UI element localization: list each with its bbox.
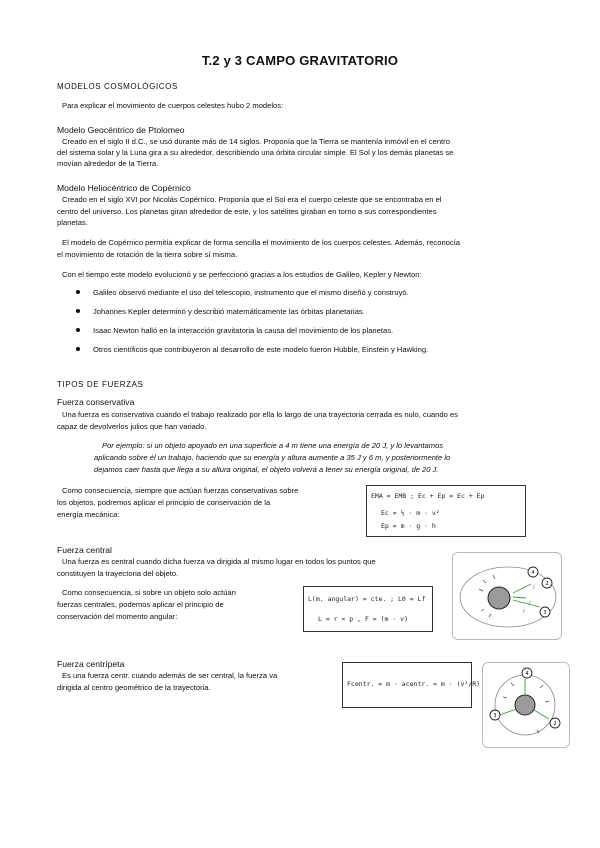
central2-line-1: Como consecuencia, si sobre un objeto solo actúan <box>62 588 236 597</box>
list-item-text: Otros científicos que contribuyeron al desarrollo de este modelo fueron Hubble, Einstein y Hawking. <box>93 345 429 354</box>
central2-line-3: conservación del momento angular: <box>57 612 178 621</box>
energy-equation-3: Ep = m · g · h <box>381 522 436 530</box>
helio-line-1: Creado en el siglo XVI por Nicolás Copérnico. Proponía que el Sol era el cuerpo celeste que se encontraba en el <box>62 195 442 204</box>
bullet-dot-icon <box>76 347 80 351</box>
copernico-line-2: el movimiento de rotación de la tierra sobre sí misma. <box>57 250 238 259</box>
list-item-text: Isaac Newton halló en la interacción gravitatoria la causa del movimiento de los planetas. <box>93 326 394 335</box>
orbit-diagram-icon <box>453 553 561 639</box>
svg-text:F: F <box>529 601 532 606</box>
diagram-label: 4 <box>531 570 535 576</box>
list-item <box>76 325 526 344</box>
central-force-diagram <box>452 552 562 640</box>
ejemplo-line-1: Por ejemplo: si un objeto apoyado en una superficie a 4 m tiene una energía de 20 J, y lo levantamos <box>102 441 444 450</box>
angular-equation-2: L = r × p , F = (m · v) <box>318 615 409 623</box>
scientists-list <box>76 287 526 363</box>
centripetal-orbit-icon <box>483 663 569 747</box>
diagram-label: 3 <box>543 610 547 616</box>
diagram-label: 4 <box>525 671 529 677</box>
central-title: Fuerza central <box>57 545 112 555</box>
section-heading-fuerzas: TIPOS DE FUERZAS <box>57 380 144 389</box>
energy-equation-1: EMA = EMB ; Ec + Ep = Ec + Ep <box>371 492 485 500</box>
centripeta-line-1: Es una fuerza centr. cuando además de ser central, la fuerza va <box>62 671 278 680</box>
conservativa2-line-2: los objetos, podremos aplicar el principio de conservación de la <box>57 498 271 507</box>
central2-line-2: fuerzas centrales, podemos aplicar el principio de <box>57 600 224 609</box>
energy-equation-2: Ec = ½ · m · v² <box>381 509 440 517</box>
helio-line-2: centro del universo. Los planetas giran alrededor de este, y los satélites giraban en torno a sus correspondientes <box>57 207 437 216</box>
geo-line-2: del sistema solar y la Luna gira a su alrededor, describiendo una órbita circular simple. El Sol y los demás planetas se <box>57 148 454 157</box>
intro-text: Para explicar el movimiento de cuerpos celestes hubo 2 modelos: <box>62 101 284 110</box>
centripeta-line-2: dirigida al centro geométrico de la trayectoria. <box>57 683 211 692</box>
ejemplo-line-2: aplicando sobre él un trabajo, haciendo que su energía y altura aumente a 35 J y 6 m, y posteriormente lo <box>94 453 451 462</box>
page-title: T.2 y 3 CAMPO GRAVITATORIO <box>201 53 399 68</box>
copernico-line-1: El modelo de Copérnico permitía explicar de forma sencilla el movimiento de los cuerpos celestes. Además, reconocía <box>62 238 461 247</box>
helio-line-3: planetas. <box>57 218 88 227</box>
centripetal-equation: Fcentr. = m · acentr. = m · (v²/R) <box>347 680 481 688</box>
angular-equation-1: L(m. angular) = cte. ; L0 = Lf <box>308 595 426 603</box>
section-heading-modelos: MODELOS COSMOLÓGICOS <box>57 82 178 91</box>
list-item <box>76 344 526 363</box>
geo-title: Modelo Geocéntrico de Ptolomeo <box>57 125 185 135</box>
diagram-label: 2 <box>553 721 557 727</box>
list-item-text: Johannes Kepler determinó y describió matemáticamente las órbitas planetarias. <box>93 307 365 316</box>
svg-text:F: F <box>533 585 536 590</box>
energy-equation-box <box>366 485 526 537</box>
ejemplo-line-3: dejamos caer hasta que llega a su altura original, el objeto volverá a tener su energía original, de 20 J. <box>94 465 439 474</box>
svg-text:F: F <box>523 609 526 614</box>
central-line-1: Una fuerza es central cuando dicha fuerza va dirigida al mismo lugar en todos los puntos que <box>62 557 376 566</box>
list-item <box>76 306 526 325</box>
diagram-label: 2 <box>545 581 549 587</box>
centripeta-title: Fuerza centrípeta <box>57 659 125 669</box>
geo-line-1: Creado en el siglo II d.C., se usó durante más de 14 siglos. Proponía que la Tierra se mantenía inmóvil en el centro <box>62 137 450 146</box>
diagram-label: 3 <box>493 713 497 719</box>
bullet-dot-icon <box>76 309 80 313</box>
list-item <box>76 287 526 306</box>
geo-line-3: movían alrededor de la Tierra. <box>57 159 159 168</box>
conservativa-line-1: Una fuerza es conservativa cuando el trabajo realizado por ella lo largo de una trayectoria cerrada es nulo, cuando es <box>62 410 458 419</box>
bullet-dot-icon <box>76 290 80 294</box>
conservativa2-line-1: Como consecuencia, siempre que actúan fuerzas conservativas sobre <box>62 486 299 495</box>
list-item-text: Galileo observó mediante el uso del telescopio, instrumento que el mismo diseñó y construyó. <box>93 288 409 297</box>
conservativa-line-2: capaz de devolverlos julios que han variado. <box>57 422 207 431</box>
central-line-2: constituyen la trayectoria del objeto. <box>57 569 179 578</box>
conservativa-title: Fuerza conservativa <box>57 397 135 407</box>
centripetal-force-diagram <box>482 662 570 748</box>
evolucion-text: Con el tiempo este modelo evolucionó y se perfeccionó gracias a los estudios de Galileo, Kepler y Newton: <box>62 270 422 279</box>
centripetal-equation-box <box>342 662 481 708</box>
bullet-dot-icon <box>76 328 80 332</box>
conservativa2-line-3: energía mecánica: <box>57 510 120 519</box>
helio-title: Modelo Heliocéntrico de Copérnico <box>57 183 191 193</box>
angular-momentum-box <box>303 586 433 632</box>
